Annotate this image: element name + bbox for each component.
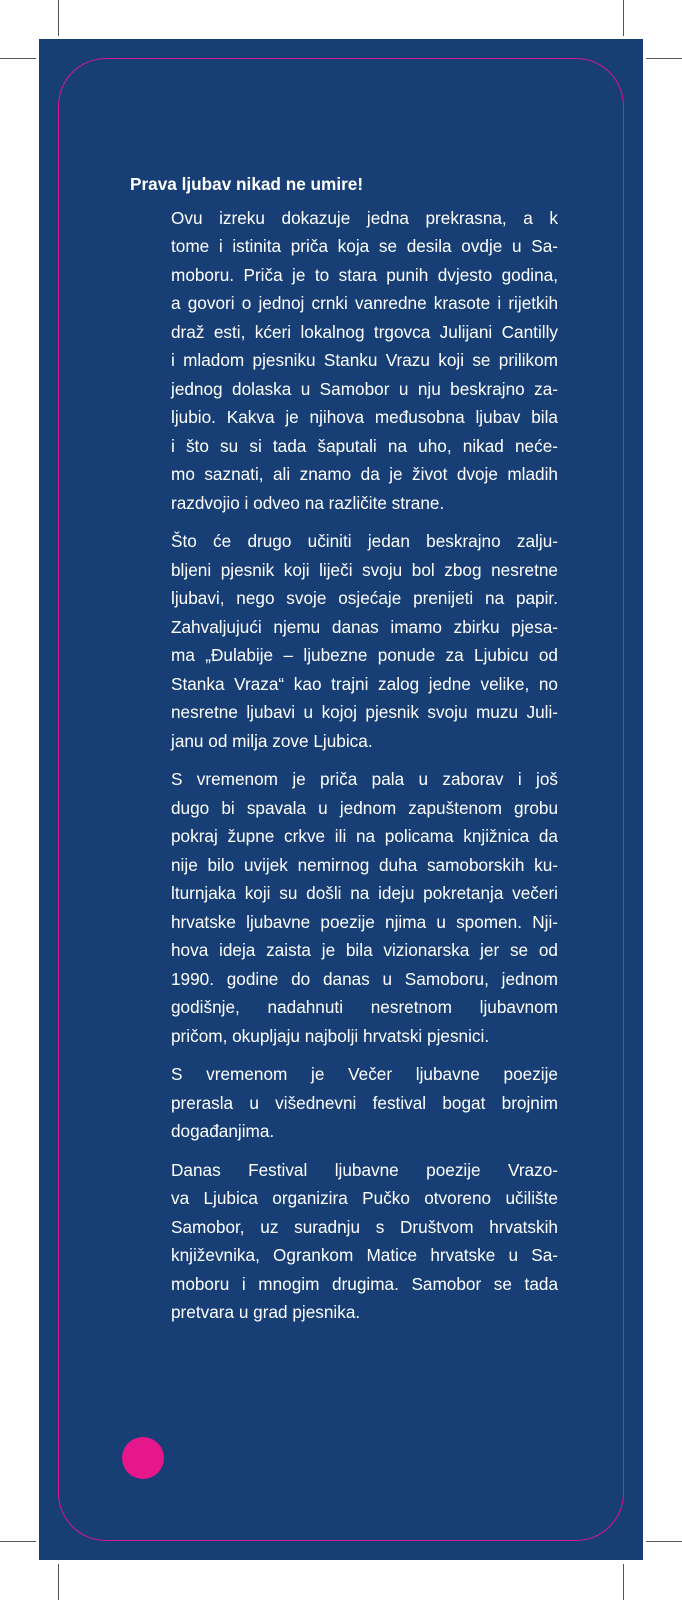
- paragraph: [130, 1060, 558, 1146]
- text-line: Ovu izreku dokazuje jedna prekrasna, a k: [171, 207, 558, 228]
- text-line: Danas Festival ljubavne poezije Vrazo-: [171, 1159, 558, 1180]
- text-line: va Ljubica organizira Pučko otvoreno učilište: [171, 1188, 558, 1208]
- crop-mark-right-bottom: [646, 1541, 682, 1542]
- text-line: 1990. godine do danas u Samoboru, jednom: [171, 968, 558, 989]
- text-line: ljubavi, nego svoje osjećaje prenijeti na papir.: [171, 588, 558, 608]
- crop-mark-top-right: [623, 0, 624, 36]
- text-line: mo saznati, ali znamo da je život dvoje mladih: [171, 464, 558, 484]
- crop-mark-left-bottom: [0, 1541, 36, 1542]
- text-line: Samobor, uz suradnju s Društvom hrvatskih: [171, 1216, 558, 1237]
- paragraph: [130, 765, 558, 1050]
- crop-mark-bottom-left: [58, 1564, 59, 1600]
- text-line: a govori o jednoj crnki vanredne krasote i rijetkih: [171, 293, 558, 313]
- crop-mark-left-top: [0, 58, 36, 59]
- article-body: [130, 170, 558, 1337]
- text-line: književnika, Ogrankom Matice hrvatske u Sa-: [171, 1245, 558, 1265]
- text-line: ma „Đulabije – ljubezne ponude za Ljubicu od: [171, 645, 558, 665]
- text-line: godišnje, nadahnuti nesretnom ljubavnom: [171, 997, 558, 1017]
- text-line: ljubio. Kakva je njihova međusobna ljubav bila: [171, 407, 558, 427]
- text-line: moboru i mnogim drugima. Samobor se tada: [171, 1273, 558, 1294]
- text-line: moboru. Priča je to stara punih dvjesto godina,: [171, 264, 558, 285]
- text-line: nije bilo uvijek nemirnog duha samoborskih ku-: [171, 854, 558, 875]
- text-line: pokraj župne crkve ili na policama knjižnica da: [171, 826, 558, 846]
- text-line: i mladom pjesniku Stanku Vrazu koji se prilikom: [171, 350, 558, 370]
- text-line: tome i istinita priča koja se desila ovdje u Sa-: [171, 236, 558, 256]
- text-line: hova ideja zaista je bila vizionarska jer se od: [171, 940, 558, 960]
- text-line: pričom, okupljaju najbolji hrvatski pjesnici.: [171, 1025, 490, 1046]
- text-line: bljeni pjesnik koji liječi svoju bol zbog nesretne: [171, 559, 558, 580]
- text-line: Što će drugo učiniti jedan beskrajno zalju-: [171, 531, 558, 551]
- text-line: pretvara u grad pjesnika.: [171, 1302, 361, 1322]
- text-line: prerasla u višednevni festival bogat brojnim: [171, 1092, 558, 1113]
- text-line: janu od milja zove Ljubica.: [171, 730, 373, 751]
- text-line: hrvatske ljubavne poezije njima u spomen. Nji-: [171, 911, 558, 932]
- text-line: S vremenom je priča pala u zaborav i još: [171, 769, 558, 789]
- text-line: jednog dolaska u Samobor u nju beskrajno za-: [171, 378, 558, 399]
- text-line: Zahvaljujući njemu danas imamo zbirku pjesa-: [171, 616, 558, 637]
- paragraph: [130, 204, 558, 518]
- paragraph: [130, 527, 558, 755]
- text-line: događanjima.: [171, 1121, 275, 1141]
- crop-mark-right-top: [646, 58, 682, 59]
- crop-mark-bottom-right: [623, 1564, 624, 1600]
- article-title: Prava ljubav nikad ne umire!: [130, 174, 364, 194]
- text-line: draž esti, kćeri lokalnog trgovca Julijani Cantilly: [171, 321, 558, 342]
- crop-mark-top-left: [58, 0, 59, 36]
- text-line: nesretne ljubavi u kojoj pjesnik svoju muzu Juli-: [171, 702, 558, 722]
- text-line: i što su si tada šaputali na uho, nikad neće-: [171, 435, 558, 456]
- text-line: razdvojio i odveo na različite strane.: [171, 492, 445, 513]
- text-line: dugo bi spavala u jednom zapuštenom grobu: [171, 797, 558, 818]
- text-line: Stanka Vraza“ kao trajni zalog jedne velike, no: [171, 673, 558, 694]
- text-line: lturnjaka koji su došli na ideju pokretanja večeri: [171, 883, 558, 903]
- pink-dot: [122, 1437, 164, 1479]
- paragraph: [130, 1156, 558, 1327]
- text-line: S vremenom je Večer ljubavne poezije: [171, 1064, 558, 1084]
